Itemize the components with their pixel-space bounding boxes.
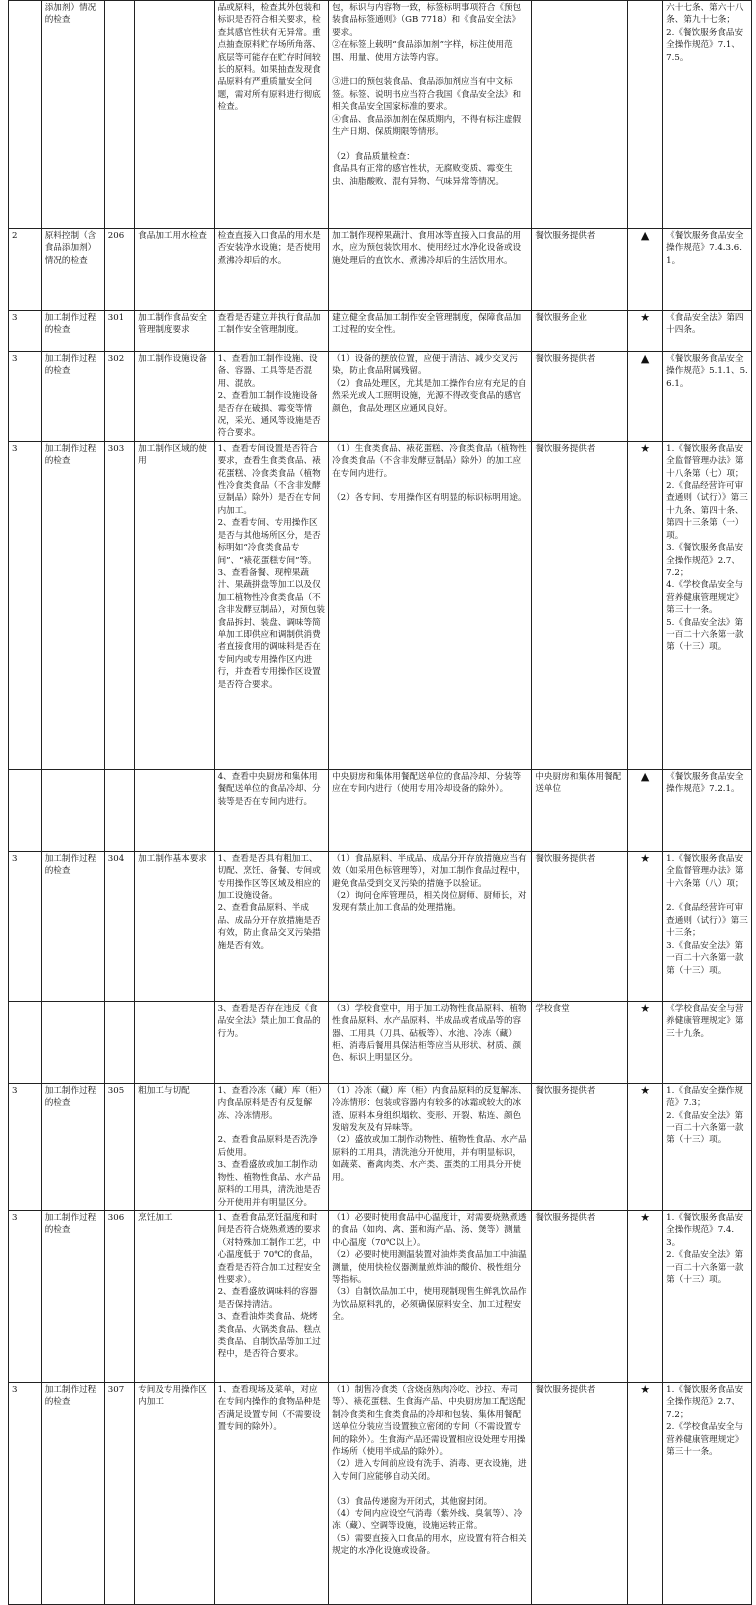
code-cell: 301 xyxy=(104,311,134,352)
standard-cell: 加工制作现榨果蔬汁、食用冰等直接入口食品的用水，应为预包装饮用水、使用经过水净化设备或设施处理后的直饮水、煮沸冷却后的生活饮用水。 xyxy=(329,229,532,311)
basis-cell: 《餐饮服务食品安全操作规范》5.1.1、5.6.1。 xyxy=(663,352,752,442)
category-cell: 原料控制（含食品添加剂）情况的检查 xyxy=(41,229,104,311)
item-cell xyxy=(135,1001,214,1083)
method-cell: 1、查看是否具有粗加工、切配、烹饪、备餐、专间或专用操作区等区域及相应的加工设施设备。 2、查看食品原料、半成品、成品分开存放措施是否有效，防止食品交叉污染措施是否有效。 xyxy=(214,851,328,1001)
mark-cell: ★ xyxy=(628,441,663,769)
method-cell: 1、查看食品烹饪温度和时间是否符合烧熟煮透的要求（对特殊加工制作工艺，中心温度低于 70℃的食品，查看是否符合加工过程安全性要求）。 2、查看盛放调味料的容器是否保持清洁。 3、查看油炸类食品、烧烤类食品、火锅类食品、糕点类食品、自制饮品等加工过程中，是否符合要求。 xyxy=(214,1210,328,1382)
scope-cell: 餐饮服务提供者 xyxy=(532,352,628,442)
scope-cell: 餐饮服务企业 xyxy=(532,311,628,352)
seq-cell xyxy=(9,1001,42,1083)
table-row xyxy=(9,352,752,442)
item-cell xyxy=(135,1,214,229)
basis-cell: 《食品安全法》第四十四条。 xyxy=(663,311,752,352)
standard-cell: （1）食品原料、半成品、成品分开存放措施应当有效（如采用色标管理等），对加工制作食品过程中，避免食品受到交叉污染的措施予以验证。 （2）询问仓库管理员，相关岗位厨师、厨师长，对发现有禁止加工食品的处理措施。 xyxy=(329,851,532,1001)
code-cell: 302 xyxy=(104,352,134,442)
seq-cell: 2 xyxy=(9,229,42,311)
basis-cell: 《餐饮服务食品安全操作规范》7.4.3.6.1。 xyxy=(663,229,752,311)
table-row xyxy=(9,1382,752,1604)
basis-cell: 《餐饮服务食品安全操作规范》7.2.1。 xyxy=(663,769,752,851)
scope-cell: 餐饮服务提供者 xyxy=(532,1083,628,1210)
standard-cell: （1）设备的摆放位置，应便于清洁、减少交叉污染，防止食品附属残留。 （2）食品处理区，尤其是加工操作台应有充足的自然采光或人工照明设施，光源不得改变食品的感官颜色，食品处理区应通风良好。 xyxy=(329,352,532,442)
code-cell: 305 xyxy=(104,1083,134,1210)
table-row xyxy=(9,441,752,769)
category-cell: 添加剂）情况的检查 xyxy=(41,1,104,229)
method-cell: 4、查看中央厨房和集体用餐配送单位的食品冷却、分装等是否在专间内进行。 xyxy=(214,769,328,851)
seq-cell: 3 xyxy=(9,1083,42,1210)
mark-cell: ▲ xyxy=(628,352,663,442)
method-cell: 品或原料，检查其外包装和标识是否符合相关要求，检查其感官性状有无异常。重点抽查原料贮存场所角落、底层等可能存在贮存时间较长的原料。如果抽查发现食品原料有严重质量安全问题，需对所有原料进行彻底检查。 xyxy=(214,1,328,229)
mark-cell: ★ xyxy=(628,1210,663,1382)
inspection-table xyxy=(8,0,752,1605)
category-cell xyxy=(41,769,104,851)
item-cell: 烹饪加工 xyxy=(135,1210,214,1382)
scope-cell: 餐饮服务提供者 xyxy=(532,1210,628,1382)
seq-cell: 3 xyxy=(9,1210,42,1382)
standard-cell: 中央厨房和集体用餐配送单位的食品冷却、分装等应在专间内进行（使用专用冷却设备的除外）。 xyxy=(329,769,532,851)
category-cell: 加工制作过程的检查 xyxy=(41,1210,104,1382)
standard-cell: （1）冷冻（藏）库（柜）内食品原料的反复解冻、冷冻情形：包装或容器内有较多的冰霜或较大的冰渣、原料本身组织塌软、变形、开裂、粘连、颜色发暗发灰及有异味等。 （2）盛放或加工制作动物性、植物性食品、水产品原料的工用具，清洗池分开使用，并有明显标识，如蔬菜、畜禽肉类、水产类、蛋类的工用具分开使用。 xyxy=(329,1083,532,1210)
table-row xyxy=(9,851,752,1001)
seq-cell: 3 xyxy=(9,1382,42,1604)
code-cell: 304 xyxy=(104,851,134,1001)
code-cell: 307 xyxy=(104,1382,134,1604)
basis-cell: 1.《餐饮服务食品安全操作规范》7.4.3。 2.《食品安全法》第一百二十六条第一款第（十三）项。 xyxy=(663,1210,752,1382)
standard-cell: 建立健全食品加工制作安全管理制度，保障食品加工过程的安全性。 xyxy=(329,311,532,352)
item-cell: 加工制作食品安全管理制度要求 xyxy=(135,311,214,352)
scope-cell xyxy=(532,1,628,229)
basis-cell: 1.《餐饮服务食品安全操作规范》2.7、7.2； 2.《学校食品安全与营养健康管理规定》第三十一条。 xyxy=(663,1382,752,1604)
seq-cell xyxy=(9,1,42,229)
mark-cell: ★ xyxy=(628,1083,663,1210)
category-cell: 加工制作过程的检查 xyxy=(41,1382,104,1604)
basis-cell: 1.《餐饮服务食品安全监督管理办法》第十六条第（八）项； 2.《食品经营许可审查通则（试行）》第三十三条； 3.《食品安全法》第一百二十六条第一款第（十三）项。 xyxy=(663,851,752,1001)
scope-cell: 餐饮服务提供者 xyxy=(532,851,628,1001)
category-cell: 加工制作过程的检查 xyxy=(41,311,104,352)
table-body xyxy=(9,1,752,1605)
item-cell: 加工制作基本要求 xyxy=(135,851,214,1001)
scope-cell: 学校食堂 xyxy=(532,1001,628,1083)
standard-cell: （3）学校食堂中，用于加工动物性食品原料、植物性食品原料、水产品原料、半成品或者成品等的容器、工用具（刀具、砧板等）、水池、冷冻（藏）柜、消毒后餐用具保洁柜等应当从形状、材质、颜色、标识上明显区分。 xyxy=(329,1001,532,1083)
code-cell xyxy=(104,1,134,229)
seq-cell xyxy=(9,769,42,851)
method-cell: 1、查看加工制作设施、设备、容器、工具等是否混用、混放。 2、查看加工制作设施设备是否存在破损、霉变等情况，采光、通风等设施是否符合要求。 xyxy=(214,352,328,442)
code-cell: 303 xyxy=(104,441,134,769)
method-cell: 1、查看专间设置是否符合要求，查看生食类食品、裱花蛋糕、冷食类食品（植物性冷食类食品（不含非发酵豆制品）除外）是否在专间内加工。 2、查看专间、专用操作区是否与其他场所区分，是否标明如“冷食类食品专间”、“裱花蛋糕专间”等。 3、查看备餐、现榨果蔬汁、果蔬拼盘等加工以及仅加工植物性冷食类食品（不含非发酵豆制品），对预包装食品拆封、装盘、调味等简单加工即供应和调制供消费者直接食用的调味料是否在专间内或专用操作区内进行，并查看专用操作区设置是否符合要求。 xyxy=(214,441,328,769)
item-cell: 加工制作设施设备 xyxy=(135,352,214,442)
table-row xyxy=(9,229,752,311)
item-cell: 专间及专用操作区内加工 xyxy=(135,1382,214,1604)
standard-cell: （1）必要时使用食品中心温度计，对需要烧熟煮透的食品（如肉、禽、蛋和海产品、汤、煲等）测量中心温度（70℃以上）。 （2）必要时使用测温装置对油炸类食品加工中油温测量，使用快检仪器测量煎炸油的酸价、极性组分等指标。 （3）自制饮品加工中，使用现制现售生鲜乳饮品作为饮品原料乳的，必须确保原料安全、加工过程安全。 xyxy=(329,1210,532,1382)
standard-cell: （1）制售冷食类（含烧卤熟肉冷吃、沙拉、寿司等）、裱花蛋糕、生食海产品、中央厨房加工配送配制冷食类和生食类食品的冷却和包装、集体用餐配送单位分装应当设置独立密闭的专间（不需设置专间的除外）。生食海产品还需设置相应设处理专用操作场所（使用半成品的除外）。 （2）进入专间前应设有洗手、消毒、更衣设施，进入专间门应能够自动关闭。 （3）食品传递窗为开闭式，其他窗封闭。 （4）专间内应设空气消毒（紫外线、臭氧等）、冷冻（藏）、空调等设施，设施运转正常。 （5）需要直接入口食品的用水，应设置有符合相关规定的水净化设施或设备。 xyxy=(329,1382,532,1604)
table-row xyxy=(9,1210,752,1382)
seq-cell: 3 xyxy=(9,441,42,769)
scope-cell: 餐饮服务提供者 xyxy=(532,441,628,769)
basis-cell: 1.《餐饮服务食品安全监督管理办法》第十八条第（七）项； 2.《食品经营许可审查通则（试行）》第三十九条、第四十条、第四十三条第（一）项。 3.《餐饮服务食品安全操作规范》2.7、7.2； 4.《学校食品安全与营养健康管理规定》第三十一条。 5.《食品安全法》第一百二十六条第一款第（十三）项。 xyxy=(663,441,752,769)
mark-cell xyxy=(628,1,663,229)
category-cell: 加工制作过程的检查 xyxy=(41,352,104,442)
table-row xyxy=(9,311,752,352)
code-cell xyxy=(104,769,134,851)
table-row xyxy=(9,769,752,851)
category-cell xyxy=(41,1001,104,1083)
table-row xyxy=(9,1083,752,1210)
seq-cell: 3 xyxy=(9,851,42,1001)
code-cell xyxy=(104,1001,134,1083)
seq-cell: 3 xyxy=(9,311,42,352)
code-cell: 306 xyxy=(104,1210,134,1382)
method-cell: 查看是否建立并执行食品加工制作安全管理制度。 xyxy=(214,311,328,352)
category-cell: 加工制作过程的检查 xyxy=(41,1083,104,1210)
category-cell: 加工制作过程的检查 xyxy=(41,441,104,769)
standard-cell: 包，标识与内容物一致，标签标明事项符合《预包装食品标签通则》（GB 7718）和《食品安全法》要求。 ②在标签上载明“食品添加剂”字样，标注使用范围、用量、使用方法等内容。 ③进口的预包装食品、食品添加剂应当有中文标签。标签、说明书应当符合我国《食品安全法》和相关食品安全国家标准的要求。 ④食品、食品添加剂在保质期内，不得有标注虚假生产日期、保质期限等情形。 （2）食品质量检查： 食品具有正常的感官性状，无腐败变质、霉变生虫、油脂酸败、混有异物、气味异常等情况。 xyxy=(329,1,532,229)
method-cell: 3、查看是否存在违反《食品安全法》禁止加工食品的行为。 xyxy=(214,1001,328,1083)
basis-cell: 1.《食品安全操作规范》7.3； 2.《食品安全法》第一百二十六条第一款第（十三）项。 xyxy=(663,1083,752,1210)
method-cell: 检查直接入口食品的用水是否安装净水设施；是否使用煮沸冷却后的水。 xyxy=(214,229,328,311)
mark-cell: ★ xyxy=(628,851,663,1001)
basis-cell: 《学校食品安全与营养健康管理规定》第三十九条。 xyxy=(663,1001,752,1083)
method-cell: 1、查看现场及菜单，对应在专间内操作的食物品种是否满足设置专间（不需要设置专间的除外）。 xyxy=(214,1382,328,1604)
seq-cell: 3 xyxy=(9,352,42,442)
mark-cell: ▲ xyxy=(628,769,663,851)
mark-cell: ▲ xyxy=(628,229,663,311)
item-cell xyxy=(135,769,214,851)
item-cell: 粗加工与切配 xyxy=(135,1083,214,1210)
mark-cell: ★ xyxy=(628,311,663,352)
scope-cell: 餐饮服务提供者 xyxy=(532,229,628,311)
basis-cell: 六十七条、第六十八条、第九十七条； 2.《餐饮服务食品安全操作规范》7.1、7.5。 xyxy=(663,1,752,229)
mark-cell: ★ xyxy=(628,1001,663,1083)
category-cell: 加工制作过程的检查 xyxy=(41,851,104,1001)
scope-cell: 餐饮服务提供者 xyxy=(532,1382,628,1604)
standard-cell: （1）生食类食品、裱花蛋糕、冷食类食品（植物性冷食类食品（不含非发酵豆制品）除外）的加工应在专间内进行。 （2）各专间、专用操作区有明显的标识标明用途。 xyxy=(329,441,532,769)
method-cell: 1、查看冷冻（藏）库（柜）内食品原料是否有反复解冻、冷冻情形。 2、查看食品原料是否洗净后使用。 3、查看盛放或加工制作动物性、植物性食品、水产品原料的工用具，清洗池是否分开使用并有明显区分。 xyxy=(214,1083,328,1210)
item-cell: 食品加工用水检查 xyxy=(135,229,214,311)
item-cell: 加工制作区域的使用 xyxy=(135,441,214,769)
code-cell: 206 xyxy=(104,229,134,311)
table-row xyxy=(9,1001,752,1083)
mark-cell: ★ xyxy=(628,1382,663,1604)
scope-cell: 中央厨房和集体用餐配送单位 xyxy=(532,769,628,851)
table-row xyxy=(9,1,752,229)
